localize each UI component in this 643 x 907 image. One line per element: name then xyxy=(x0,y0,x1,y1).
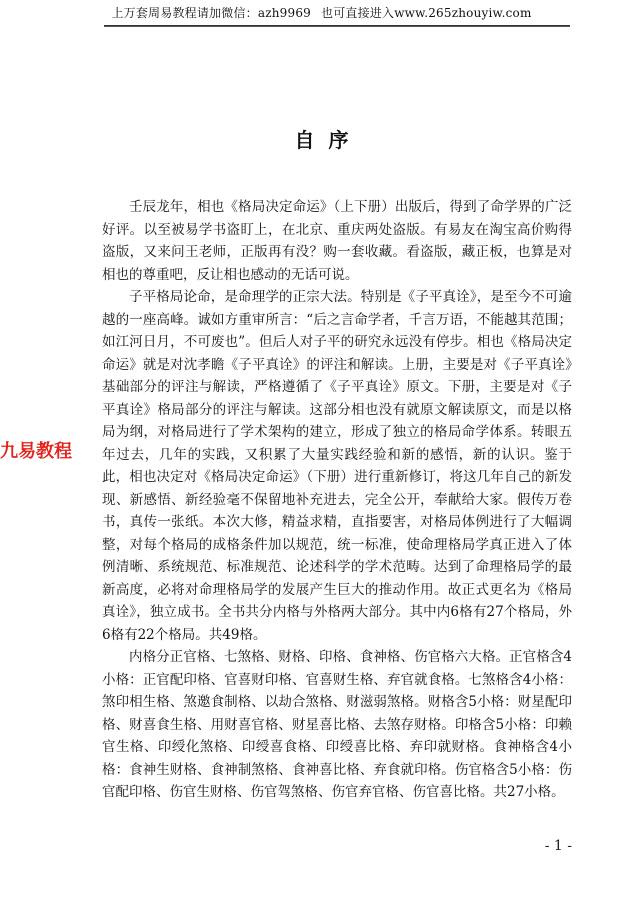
header-promo xyxy=(0,5,643,21)
page-number: - 1 - xyxy=(544,838,572,854)
paragraph-1: 壬辰龙年，相也《格局决定命运》（上下册）出版后，得到了命学界的广泛好评。以至被易学书盗盯上，在北京、重庆两处盗版。有易友在淘宝高价购得盗版，又来问王老师，正版再有没？购一套收藏。看盗版，藏正板，也算是对相也的尊重吧，反让相也感动的无话可说。 xyxy=(102,199,572,283)
watermark-logo: 九易教程 xyxy=(0,441,72,462)
paragraph-2: 子平格局论命，是命理学的正宗大法。特别是《子平真诠》，是至今不可逾越的一座高峰。诚如方重审所言：“后之言命学者，千言万语，不能越其范围；如江河日月，不可废也”。但后人对子平的研究永远没有停步。相也《格局决定命运》就是对沈孝瞻《子平真诠》的评注和解读。上册，主要是对《子平真诠》基础部分的评注与解读，严格遵循了《子平真诠》原文。下册，主要是对《子平真诠》格局部分的评注与解读。这部分相也没有就原文解读原文，而是以格局为纲，对格局进行了学术架构的建立，形成了独立的格局命学体系。转眼五年过去，几年的实践，又积累了大量实践经验和新的感悟，新的认识。鉴于此，相也决定对《格局决定命运》（下册）进行重新修订，将这几年自己的新发现、新感悟、新经验毫不保留地补充进去，完全公开，奉献给大家。假传万卷书，真传一张纸。本次大修，精益求精，直指要害，对格局体例进行了大幅调整，对每个格局的成格条件加以规范，统一标准，使命理格局学真正进入了体例清晰、系统规范、标准规范、论述科学的学术范畴。达到了命理格局学的最新高度，必将对命理格局学的发展产生巨大的推动作用。故正式更名为《格局真诠》，独立成书。全书共分内格与外格两大部分。其中内6格有27个格局，外6格有22个格局。共49格。 xyxy=(102,289,572,643)
header-rule-bottom xyxy=(104,26,570,27)
header-promo-link[interactable]: 也可直接进入www.265zhouyiw.com xyxy=(321,6,532,20)
page-title: 自序 xyxy=(294,128,363,152)
header-promo-text: 上万套周易教程请加微信：azh9969 xyxy=(111,6,311,20)
paragraph-3: 内格分正官格、七煞格、财格、印格、食神格、伤官格六大格。正官格含4小格：正官配印格、官喜财印格、官喜财生格、弃官就食格。七煞格含4小格：煞印相生格、煞邀食制格、以劫合煞格、财滋弱煞格。财格含5小格：财星配印格、财喜食生格、用财喜官格、财星喜比格、去煞存财格。印格含5小格：印赖官生格、印绶化煞格、印绶喜食格、印绶喜比格、弃印就财格。食神格含4小格：食神生财格、食神制煞格、食神喜比格、弃食就印格。伤官格含5小格：伤官配印格、伤官生财格、伤官驾煞格、伤官弃官格、伤官喜比格。共27小格。 xyxy=(102,649,572,800)
document-body xyxy=(102,196,572,804)
